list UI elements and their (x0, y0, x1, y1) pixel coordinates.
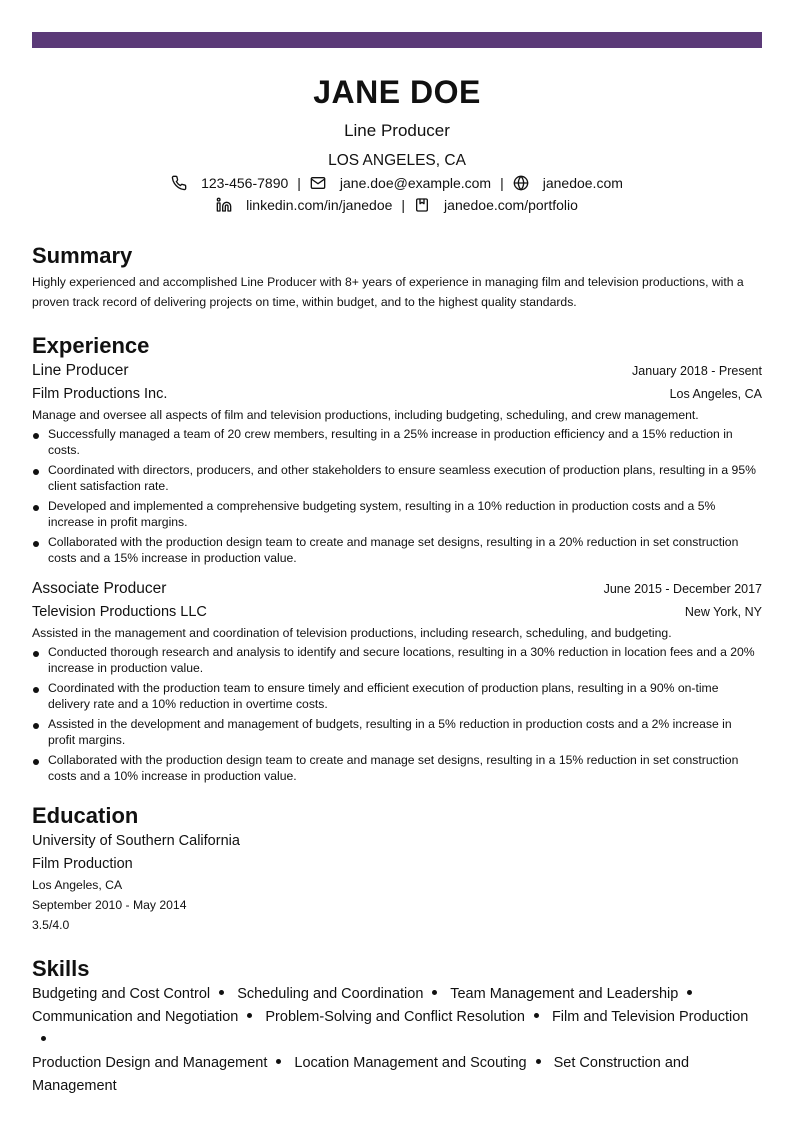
job-title: Associate Producer (32, 580, 167, 597)
skill-item: Production Design and Management (32, 1055, 268, 1071)
skill-item: Set Construction and Management (32, 1055, 690, 1094)
resume-page (32, 32, 762, 1098)
skill-item: Problem-Solving and Conflict Resolution (265, 1009, 525, 1025)
skill-item: Communication and Negotiation (32, 1009, 239, 1025)
job-header (32, 578, 762, 600)
education-gpa: 3.5/4.0 (32, 918, 70, 932)
linkedin-link[interactable]: linkedin.com/in/janedoe (246, 197, 393, 213)
skill-separator (41, 1036, 46, 1041)
job-header (32, 360, 762, 382)
phone-icon (171, 175, 187, 191)
job-company-row (32, 600, 762, 622)
candidate-name: JANE DOE (313, 74, 481, 110)
skills-section (32, 955, 762, 1098)
job-company-row (32, 382, 762, 404)
list-item: Collaborated with the production design team to create and manage set designs, resulting in a 15% reduction in set construction costs and a 10% increase in production value. (32, 752, 762, 784)
skill-separator (687, 990, 692, 995)
education-field: Film Production (32, 856, 133, 872)
job-location: Los Angeles, CA (669, 387, 762, 401)
contact-separator: | (500, 175, 504, 191)
job-bullets (32, 426, 762, 566)
contact-row-primary (32, 172, 762, 194)
skill-item: Scheduling and Coordination (237, 986, 424, 1002)
experience-section (32, 332, 762, 784)
skill-item: Budgeting and Cost Control (32, 986, 211, 1002)
job-company: Television Productions LLC (32, 604, 207, 620)
job-entry (32, 360, 762, 566)
skill-separator (276, 1059, 281, 1064)
linkedin-icon (216, 197, 232, 213)
website-link[interactable]: janedoe.com (542, 175, 623, 191)
job-description: Manage and oversee all aspects of film and television productions, including budgeting, scheduling, and crew management. (32, 408, 699, 422)
resume-header (32, 74, 762, 216)
skill-item: Team Management and Leadership (450, 986, 679, 1002)
education-section (32, 802, 762, 935)
list-item: Coordinated with directors, producers, and other stakeholders to ensure seamless execution of production plans, resulting in a 95% client satisfaction rate. (32, 462, 762, 494)
phone-number[interactable]: 123-456-7890 (201, 175, 289, 191)
list-item: Assisted in the development and management of budgets, resulting in a 5% reduction in production costs and a 2% increase in profit margins. (32, 716, 762, 748)
skill-separator (247, 1013, 252, 1018)
job-dates: January 2018 - Present (632, 364, 762, 378)
education-school: University of Southern California (32, 833, 240, 849)
candidate-location: LOS ANGELES, CA (328, 152, 466, 169)
list-item: Successfully managed a team of 20 crew members, resulting in a 25% increase in production efficiency and a 15% reduction in costs. (32, 426, 762, 458)
skills-heading: Skills (32, 956, 90, 981)
list-item: Collaborated with the production design team to create and manage set designs, resulting in a 20% reduction in set construction costs and a 15% increase in production value. (32, 534, 762, 566)
contact-row-secondary (32, 194, 762, 216)
mail-icon (310, 175, 326, 191)
skill-item: Film and Television Production (551, 1009, 749, 1025)
job-title: Line Producer (32, 362, 129, 379)
contact-separator: | (401, 197, 406, 213)
education-heading: Education (32, 803, 139, 828)
bookmark-icon (414, 197, 430, 213)
job-company: Film Productions Inc. (32, 386, 168, 402)
skill-separator (536, 1059, 541, 1064)
education-dates: September 2010 - May 2014 (32, 898, 187, 912)
list-item: Conducted thorough research and analysis to identify and secure locations, resulting in a 30% reduction in location fees and a 20% increase in production value. (32, 644, 762, 676)
skill-separator (219, 990, 224, 995)
job-location: New York, NY (684, 605, 762, 619)
education-location: Los Angeles, CA (32, 878, 123, 892)
portfolio-link[interactable]: janedoe.com/portfolio (444, 197, 578, 213)
accent-bar (32, 32, 762, 48)
globe-icon (513, 175, 529, 191)
summary-section (32, 242, 762, 312)
summary-text: Highly experienced and accomplished Line Producer with 8+ years of experience in managing film and television productions, with a proven track record of delivering projects on time, within budget, and to the highest quality standards. (32, 275, 744, 309)
summary-heading: Summary (32, 243, 133, 268)
skills-list (32, 983, 762, 1098)
skill-separator (432, 990, 437, 995)
list-item: Coordinated with the production team to ensure timely and efficient execution of production plans, resulting in a 90% on-time delivery rate and a 10% reduction in overtime costs. (32, 680, 762, 712)
job-entry (32, 578, 762, 784)
skill-item: Location Management and Scouting (294, 1055, 527, 1071)
skill-separator (534, 1013, 539, 1018)
contact-separator: | (297, 175, 301, 191)
job-bullets (32, 644, 762, 784)
experience-heading: Experience (32, 333, 150, 358)
list-item: Developed and implemented a comprehensive budgeting system, resulting in a 10% reduction in production costs and a 5% increase in profit margins. (32, 498, 762, 530)
job-description: Assisted in the management and coordination of television productions, including research, scheduling, and budgeting. (32, 626, 672, 640)
candidate-title: Line Producer (344, 121, 450, 140)
email-address[interactable]: jane.doe@example.com (339, 175, 492, 191)
job-dates: June 2015 - December 2017 (603, 582, 762, 596)
